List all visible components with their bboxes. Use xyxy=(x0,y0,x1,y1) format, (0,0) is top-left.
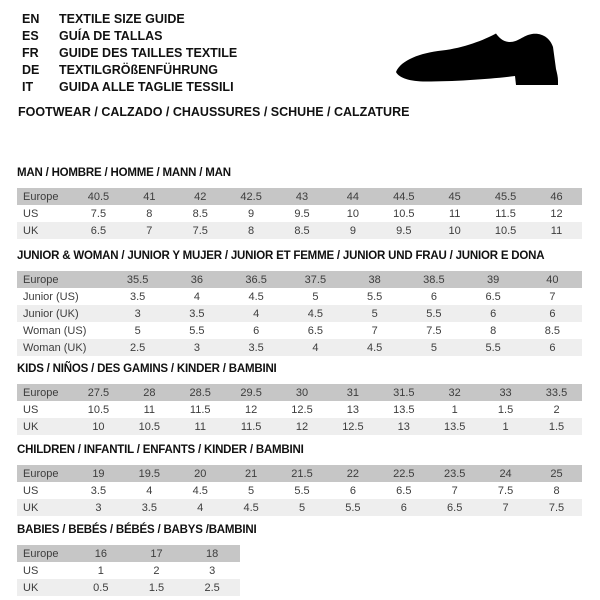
size-cell: 3 xyxy=(209,564,216,577)
size-cell: 31.5 xyxy=(393,386,415,399)
size-cell: 44.5 xyxy=(393,190,415,203)
size-cell: 8.5 xyxy=(294,224,310,237)
size-cell: 4 xyxy=(253,307,260,320)
size-cell: 31 xyxy=(346,386,360,399)
size-cell: 6 xyxy=(430,290,437,303)
size-cell: 5.5 xyxy=(485,341,501,354)
size-cell: 4.5 xyxy=(307,307,324,320)
size-cell: 7.5 xyxy=(192,224,208,237)
size-cell: 11 xyxy=(550,224,563,237)
table-row xyxy=(17,562,240,579)
size-cell: 16 xyxy=(94,547,107,560)
size-cell: 6.5 xyxy=(485,290,501,303)
size-cell: 9.5 xyxy=(396,224,412,237)
size-cell: 4 xyxy=(312,341,319,354)
row-label: UK xyxy=(23,224,39,237)
table-row xyxy=(17,401,582,418)
size-cell: 36 xyxy=(190,273,203,286)
row-label: Woman (US) xyxy=(23,324,87,337)
size-cell: 0.5 xyxy=(93,581,109,594)
size-cell: 13.5 xyxy=(443,420,466,433)
size-cell: 5.5 xyxy=(426,307,442,320)
size-cell: 3.5 xyxy=(248,341,264,354)
size-cell: 3 xyxy=(134,307,141,320)
language-header xyxy=(22,11,237,96)
size-cell: 5.5 xyxy=(294,484,310,497)
size-cell: 3.5 xyxy=(129,290,146,303)
size-cell: 38.5 xyxy=(423,273,445,286)
section-babies xyxy=(17,524,256,596)
size-cell: 12 xyxy=(550,207,563,220)
size-cell: 28 xyxy=(143,386,156,399)
size-cell: 6.5 xyxy=(90,224,107,237)
size-cell: 7 xyxy=(549,290,556,303)
size-cell: 11.5 xyxy=(240,420,262,433)
row-label: Europe xyxy=(23,467,59,480)
table-row xyxy=(17,205,582,222)
size-cell: 3 xyxy=(95,501,102,514)
row-label: US xyxy=(23,564,39,577)
size-cell: 37.5 xyxy=(304,273,327,286)
size-cell: 10 xyxy=(448,224,461,237)
table-row xyxy=(17,288,582,305)
size-cell: 33.5 xyxy=(545,386,568,399)
size-cell: 9 xyxy=(349,224,356,237)
size-table-children xyxy=(17,465,582,516)
table-row xyxy=(17,339,582,356)
size-cell: 42.5 xyxy=(240,190,262,203)
size-cell: 5.5 xyxy=(189,324,205,337)
size-cell: 1 xyxy=(451,403,458,416)
size-cell: 11.5 xyxy=(495,207,516,220)
size-cell: 8 xyxy=(248,224,255,237)
size-cell: 12.5 xyxy=(342,420,364,433)
size-cell: 4.5 xyxy=(248,290,264,303)
size-cell: 11 xyxy=(194,420,206,433)
size-cell: 7.5 xyxy=(497,484,514,497)
size-cell: 3.5 xyxy=(141,501,157,514)
lang-label: GUIDE DES TAILLES TEXTILE xyxy=(59,46,238,60)
section-title-babies: BABIES / BEBÉS / BÉBÉS / BABYS /BAMBINI xyxy=(17,524,257,536)
size-cell: 7 xyxy=(451,484,458,497)
size-cell: 1 xyxy=(502,420,509,433)
row-label: US xyxy=(23,403,39,416)
size-cell: 22.5 xyxy=(393,467,415,480)
size-cell: 10 xyxy=(92,420,105,433)
size-cell: 5 xyxy=(430,341,437,354)
size-cell: 19 xyxy=(92,467,105,480)
table-row xyxy=(17,305,582,322)
row-label: Europe xyxy=(23,386,59,399)
section-junior-woman xyxy=(17,250,582,356)
size-cell: 5.5 xyxy=(366,290,383,303)
size-cell: 8 xyxy=(553,484,560,497)
lang-label: TEXTILGRÖßENFÜHRUNG xyxy=(59,63,219,77)
lang-label: GUÍA DE TALLAS xyxy=(59,29,163,43)
size-cell: 10.5 xyxy=(494,224,517,237)
size-cell: 8.5 xyxy=(192,207,208,220)
size-cell: 38 xyxy=(368,273,381,286)
size-cell: 29.5 xyxy=(240,386,262,399)
section-title-kids: KIDS / NIÑOS / DES GAMINS / KINDER / BAMBINI xyxy=(17,363,277,375)
size-cell: 18 xyxy=(206,547,219,560)
table-row xyxy=(17,499,582,516)
size-cell: 6 xyxy=(400,501,407,514)
section-title-man: MAN / HOMBRE / HOMME / MANN / MAN xyxy=(17,167,231,179)
row-label: US xyxy=(23,484,39,497)
lang-row-es xyxy=(22,28,237,45)
section-title-junior-woman: JUNIOR & WOMAN / JUNIOR Y MUJER / JUNIOR ET FEMME / JUNIOR UND FRAU / JUNIOR E DONA xyxy=(17,250,545,262)
size-cell: 6.5 xyxy=(307,324,324,337)
section-kids xyxy=(17,363,582,435)
size-cell: 10.5 xyxy=(138,420,161,433)
size-cell: 4 xyxy=(193,290,200,303)
size-cell: 12 xyxy=(244,403,258,416)
size-cell: 36.5 xyxy=(245,273,267,286)
size-cell: 2 xyxy=(153,564,160,577)
size-cell: 6 xyxy=(549,341,556,354)
size-cell: 8 xyxy=(146,207,153,220)
size-cell: 2 xyxy=(553,403,560,416)
row-label: Woman (UK) xyxy=(23,341,87,354)
size-cell: 5 xyxy=(312,290,319,303)
size-cell: 3 xyxy=(193,341,200,354)
section-man xyxy=(17,167,582,239)
size-cell: 22 xyxy=(346,467,360,480)
size-cell: 42 xyxy=(194,190,207,203)
size-cell: 1.5 xyxy=(497,403,514,416)
size-cell: 2.5 xyxy=(129,341,146,354)
row-label: Junior (US) xyxy=(23,290,79,303)
table-row xyxy=(17,271,582,288)
size-cell: 43 xyxy=(295,190,309,203)
size-cell: 6.5 xyxy=(447,501,463,514)
size-cell: 1.5 xyxy=(148,581,165,594)
lang-label: TEXTILE SIZE GUIDE xyxy=(59,12,185,26)
row-label: Europe xyxy=(23,190,59,203)
size-cell: 23.5 xyxy=(443,467,466,480)
size-cell: 13 xyxy=(346,403,360,416)
size-cell: 8.5 xyxy=(544,324,561,337)
size-cell: 7 xyxy=(371,324,378,337)
lang-code: FR xyxy=(22,46,39,60)
table-row xyxy=(17,465,582,482)
size-cell: 12 xyxy=(295,420,309,433)
row-label: Europe xyxy=(23,547,59,560)
size-cell: 5 xyxy=(298,501,306,514)
size-cell: 6 xyxy=(490,307,497,320)
size-cell: 17 xyxy=(150,547,163,560)
size-cell: 28.5 xyxy=(189,386,211,399)
size-cell: 10.5 xyxy=(87,403,110,416)
size-cell: 4.5 xyxy=(366,341,383,354)
lang-row-de xyxy=(22,62,237,79)
size-table-junior-woman xyxy=(17,271,582,356)
size-cell: 8 xyxy=(490,324,497,337)
size-cell: 11 xyxy=(143,403,156,416)
section-title-children: CHILDREN / INFANTIL / ENFANTS / KINDER / BAMBINI xyxy=(17,444,304,456)
size-cell: 27.5 xyxy=(87,386,110,399)
size-cell: 21 xyxy=(244,467,258,480)
size-cell: 13.5 xyxy=(393,403,415,416)
size-cell: 25 xyxy=(550,467,563,480)
size-cell: 5 xyxy=(248,484,255,497)
row-label: Europe xyxy=(23,273,59,286)
size-cell: 4.5 xyxy=(192,484,208,497)
table-row xyxy=(17,418,582,435)
size-cell: 7.5 xyxy=(426,324,442,337)
size-cell: 41 xyxy=(143,190,156,203)
size-cell: 12.5 xyxy=(291,403,313,416)
lang-row-it xyxy=(22,79,237,96)
table-row xyxy=(17,482,582,499)
size-cell: 33 xyxy=(499,386,512,399)
size-cell: 39 xyxy=(487,273,500,286)
row-label: UK xyxy=(23,420,39,433)
size-cell: 6 xyxy=(253,324,260,337)
lang-code: DE xyxy=(22,63,40,77)
lang-code: IT xyxy=(22,80,34,94)
size-cell: 5 xyxy=(371,307,378,320)
size-cell: 9.5 xyxy=(294,207,310,220)
size-cell: 6 xyxy=(549,307,556,320)
size-cell: 46 xyxy=(550,190,563,203)
size-cell: 5 xyxy=(134,324,141,337)
size-cell: 7 xyxy=(146,224,153,237)
table-row xyxy=(17,222,582,239)
lang-row-en xyxy=(22,11,237,28)
section-children xyxy=(17,444,582,516)
size-table-babies xyxy=(17,545,240,596)
size-cell: 35.5 xyxy=(126,273,149,286)
size-cell: 10 xyxy=(346,207,360,220)
size-cell: 4.5 xyxy=(243,501,259,514)
size-cell: 3.5 xyxy=(90,484,107,497)
size-cell: 40.5 xyxy=(87,190,110,203)
size-cell: 19.5 xyxy=(138,467,161,480)
table-row xyxy=(17,545,240,562)
lang-label: GUIDA ALLE TAGLIE TESSILI xyxy=(59,80,234,94)
table-row xyxy=(17,322,582,339)
size-cell: 13 xyxy=(397,420,410,433)
size-cell: 45 xyxy=(448,190,461,203)
size-cell: 20 xyxy=(194,467,207,480)
table-row xyxy=(17,188,582,205)
lang-code: EN xyxy=(22,12,40,26)
size-cell: 5.5 xyxy=(345,501,361,514)
table-row xyxy=(17,579,240,596)
row-label: Junior (UK) xyxy=(23,307,79,320)
size-cell: 32 xyxy=(448,386,461,399)
row-label: UK xyxy=(23,581,39,594)
row-label: US xyxy=(23,207,39,220)
size-cell: 1.5 xyxy=(548,420,565,433)
size-cell: 21.5 xyxy=(291,467,313,480)
table-row xyxy=(17,384,582,401)
size-cell: 30 xyxy=(295,386,309,399)
size-table-kids xyxy=(17,384,582,435)
size-cell: 4 xyxy=(197,501,204,514)
size-cell: 11 xyxy=(448,207,461,220)
size-table-man xyxy=(17,188,582,239)
category-title: FOOTWEAR / CALZADO / CHAUSSURES / SCHUHE / CALZATURE xyxy=(18,105,410,119)
size-cell: 24 xyxy=(499,467,512,480)
lang-row-fr xyxy=(22,45,237,62)
size-cell: 3.5 xyxy=(189,307,205,320)
size-cell: 7 xyxy=(502,501,509,514)
size-cell: 45.5 xyxy=(494,190,517,203)
lang-code: ES xyxy=(22,29,39,43)
size-cell: 6 xyxy=(349,484,356,497)
size-cell: 40 xyxy=(546,273,559,286)
size-cell: 11.5 xyxy=(189,403,211,416)
size-cell: 7.5 xyxy=(90,207,107,220)
size-cell: 4 xyxy=(146,484,153,497)
size-cell: 9 xyxy=(248,207,255,220)
size-cell: 1 xyxy=(97,564,104,577)
dress-shoe-icon xyxy=(392,31,574,93)
size-cell: 10.5 xyxy=(393,207,415,220)
size-cell: 44 xyxy=(346,190,360,203)
row-label: UK xyxy=(23,501,39,514)
size-cell: 7.5 xyxy=(548,501,565,514)
size-cell: 2.5 xyxy=(204,581,220,594)
size-cell: 6.5 xyxy=(396,484,412,497)
